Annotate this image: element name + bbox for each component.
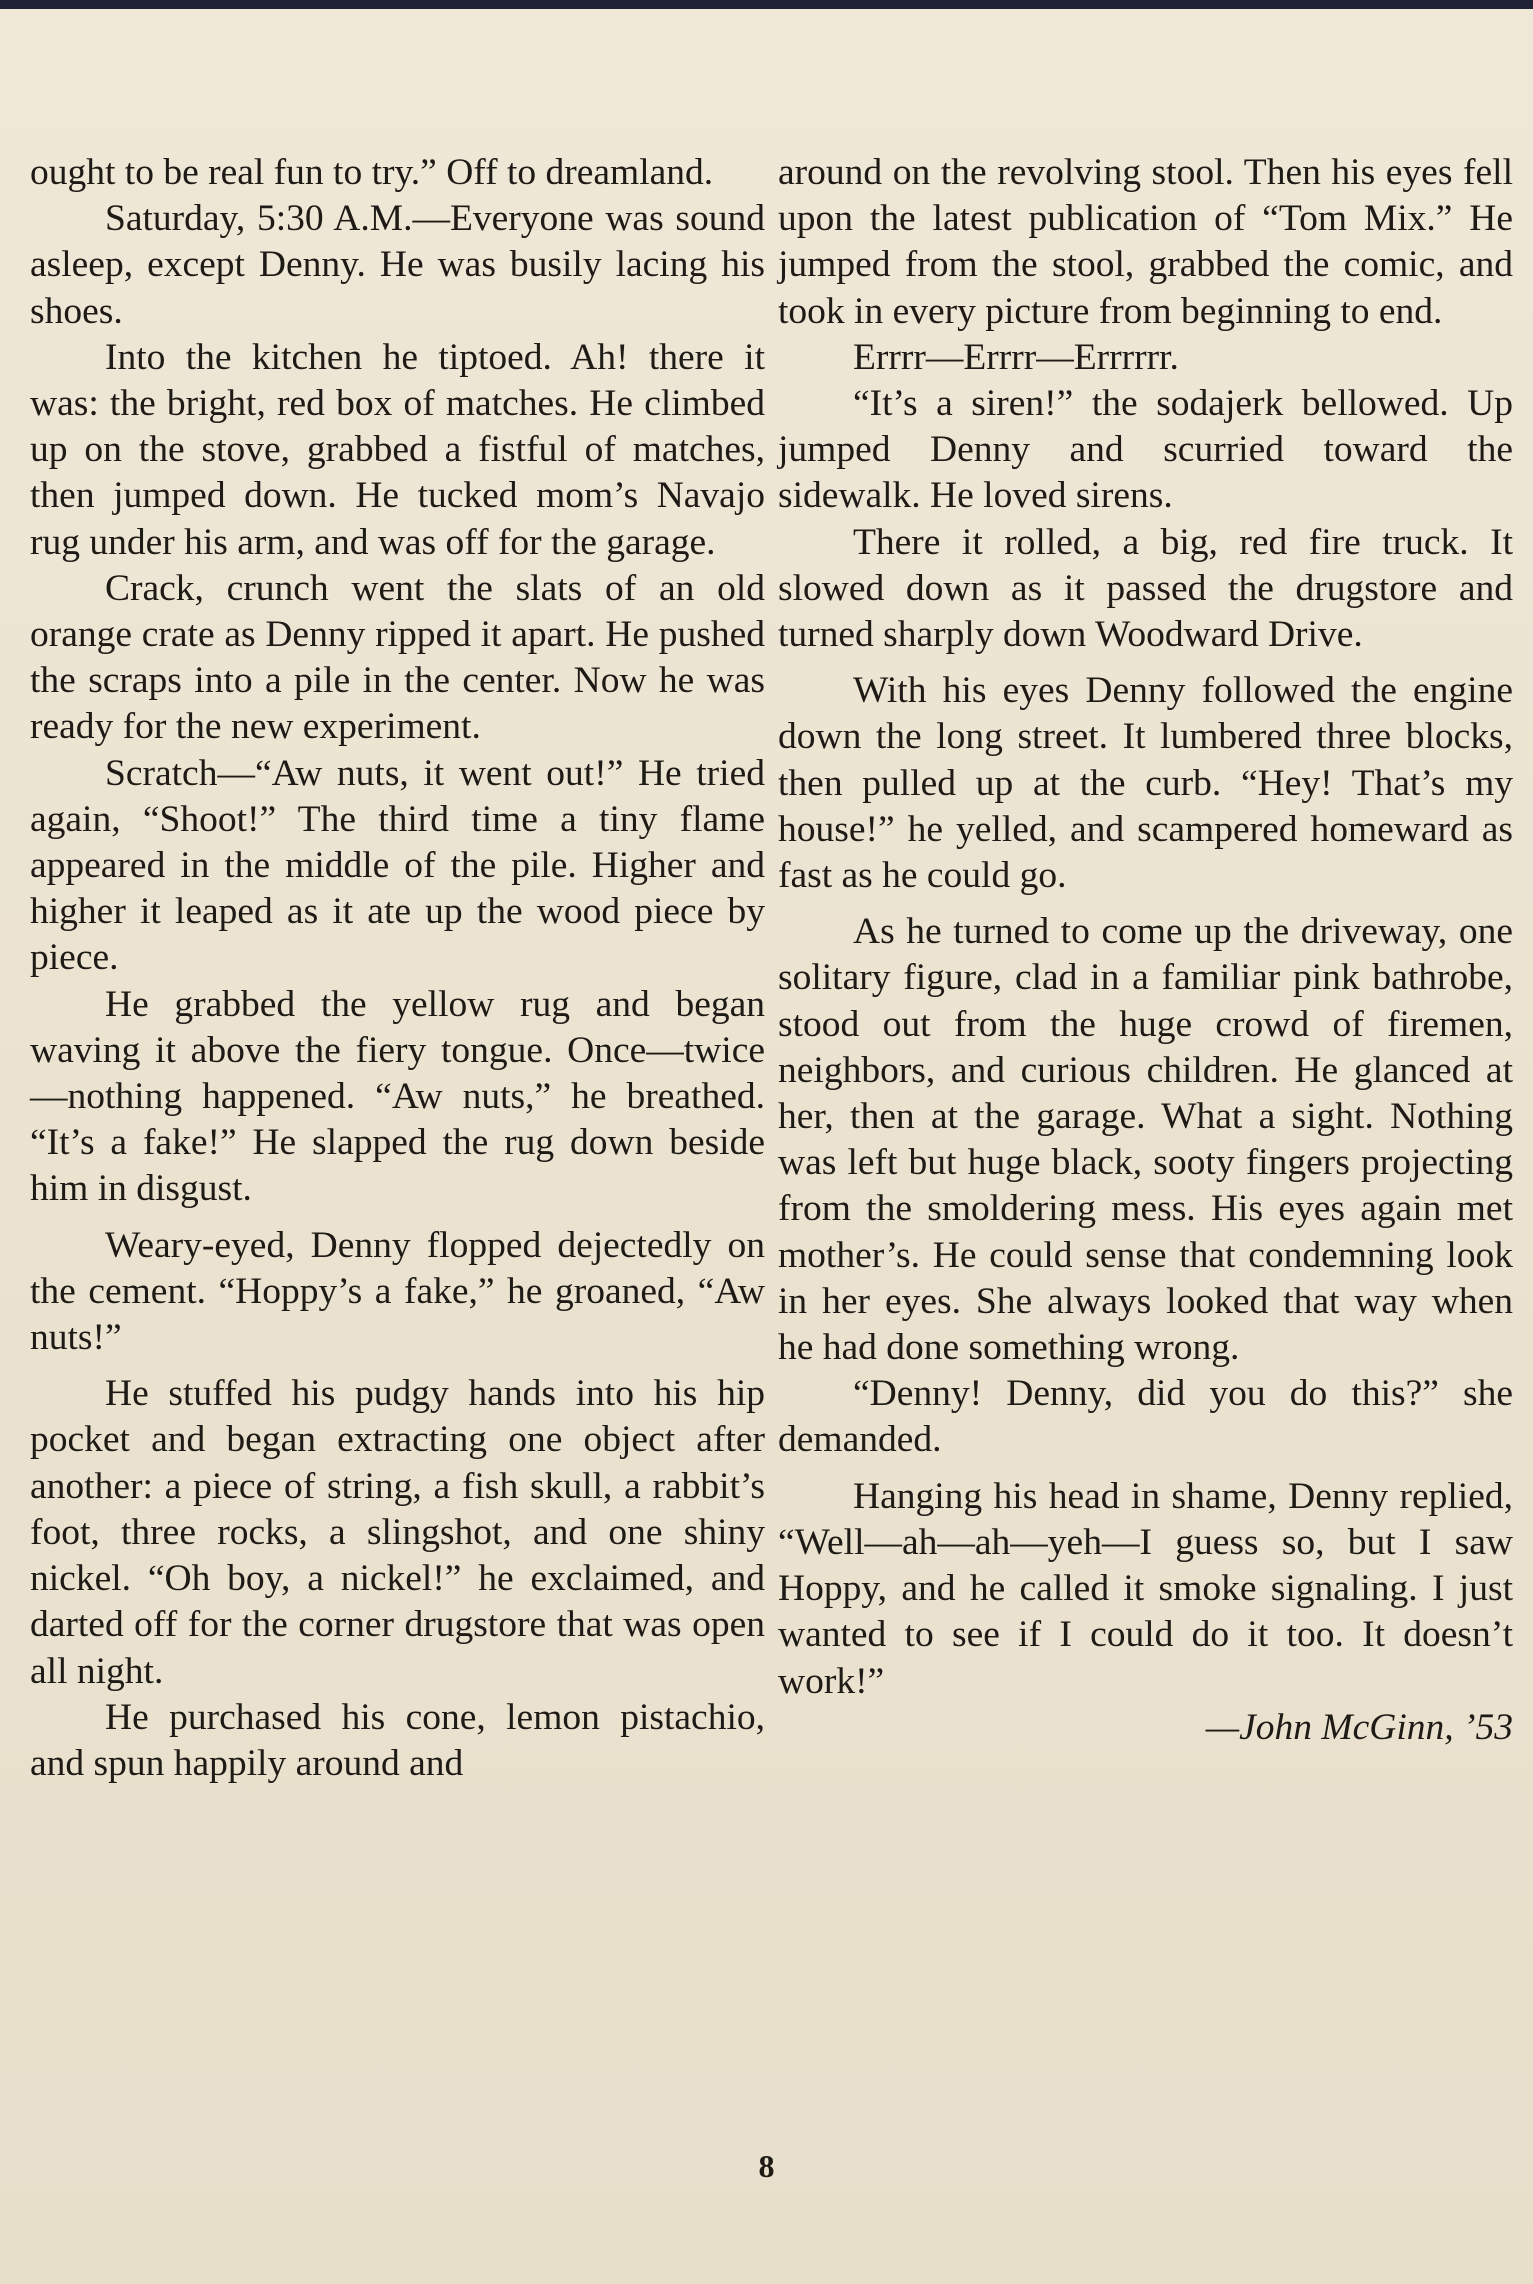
paragraph: Errrr—Errrr—Errrrrr.	[853, 336, 1179, 378]
paragraph: Into the kitchen he tiptoed. Ah! there it was: the bright, red box of matches. He climbed up on the stove, grabbed a fistful of matches, then jumped down. He tucked mom’s Navajo rug under his arm, and was off for the garage.	[30, 336, 765, 563]
paragraph: As he turned to come up the driveway, one solitary figure, clad in a familiar pink bathrobe, stood out from the huge crowd of firemen, neighbors, and curious children. He glanced at her, then at the garage. What a sight. Nothing was left but huge black, sooty fingers projecting from the smoldering mess. His eyes again met mother’s. He could sense that condemning look in her eyes. She always looked that way when he had done something wrong.	[778, 911, 1513, 1369]
paragraph: Saturday, 5:30 A.M.—Everyone was sound asleep, except Denny. He was busily lacing his shoes.	[30, 198, 765, 332]
paragraph: With his eyes Denny followed the engine down the long street. It lumbered three blocks, then pulled up at the curb. “Hey! That’s my house!” he yelled, and scampered homeward as fast as he could go.	[778, 670, 1513, 897]
paragraph: There it rolled, a big, red fire truck. It slowed down as it passed the drugstore and turned sharply down Woodward Drive.	[778, 521, 1513, 656]
left-column	[30, 150, 765, 1787]
paragraph: ought to be real fun to try.” Off to dreamland.	[30, 152, 714, 193]
author-byline: —John McGinn, ’53	[1205, 1706, 1513, 1748]
paragraph: He stuffed his pudgy hands into his hip pocket and began extracting one object after another: a piece of string, a fish skull, a rabbit’s foot, three rocks, a slingshot, and one shiny nickel. “Oh boy, a nickel!” he exclaimed, and darted off for the corner drugstore that was open all night.	[30, 1373, 765, 1692]
paragraph: “It’s a siren!” the sodajerk bellowed. Up jumped Denny and scurried toward the sidewalk. He loved sirens.	[778, 383, 1513, 517]
page-number: 8	[758, 2148, 775, 2184]
paragraph: around on the revolving stool. Then his eyes fell upon the latest publication of “Tom Mix.” He jumped from the stool, grabbed the comic, and took in every picture from beginning to end.	[778, 152, 1513, 332]
paragraph: Scratch—“Aw nuts, it went out!” He tried again, “Shoot!” The third time a tiny flame appeared in the middle of the pile. Higher and higher it leaped as it ate up the wood piece by piece.	[30, 752, 765, 979]
paragraph: “Denny! Denny, did you do this?” she demanded.	[778, 1373, 1513, 1461]
paragraph: Hanging his head in shame, Denny replied, “Well—ah—ah—yeh—I guess so, but I saw Hoppy, and he called it smoke signaling. I just wanted to see if I could do it too. It doesn’t work!”	[778, 1475, 1513, 1702]
right-column	[778, 150, 1513, 1751]
paragraph: Weary-eyed, Denny flopped dejectedly on the cement. “Hoppy’s a fake,” he groaned, “Aw nuts!”	[30, 1224, 765, 1359]
paragraph: He grabbed the yellow rug and began waving it above the fiery tongue. Once—twice—nothing happened. “Aw nuts,” he breathed. “It’s a fake!” He slapped the rug down beside him in disgust.	[30, 983, 765, 1210]
top-edge-band	[0, 0, 1533, 9]
paragraph: He purchased his cone, lemon pistachio, and spun happily around and	[30, 1696, 765, 1784]
paragraph: Crack, crunch went the slats of an old orange crate as Denny ripped it apart. He pushed the scraps into a pile in the center. Now he was ready for the new experiment.	[30, 567, 765, 748]
